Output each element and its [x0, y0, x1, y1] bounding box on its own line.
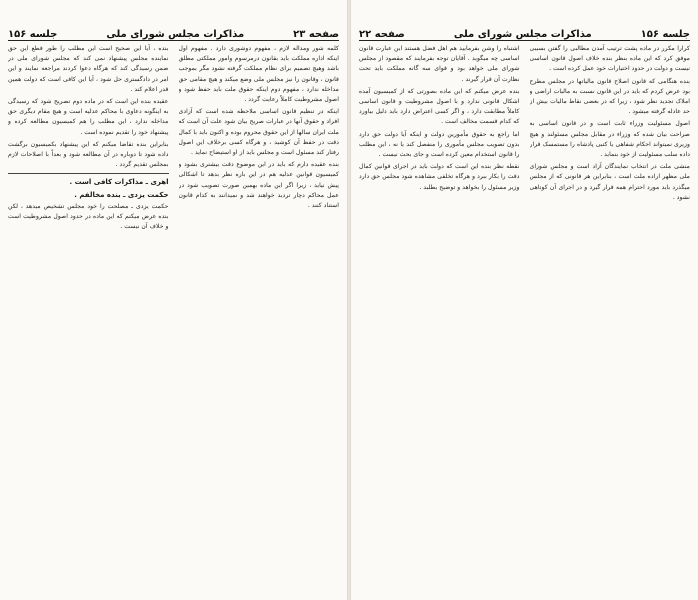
paragraph: اینکه در تنظیم قانون اساسی ملاحظه شده است که آزادی افراد و حقوق آنها در عبارات صریح بیان شود علت آن است که ملت ایران سالها از این حقوق محروم بوده و اکنون باید با کمال دقت در حفظ آن کوشید ، و هرگاه کسی برخلاف این اصول رفتار کند مسئول است و مجلس باید از او استیضاح نماید . [178, 108, 339, 157]
speaker-line: اهری ـ مذاکرات کافی است . [69, 178, 169, 187]
speaker-line: حکمت یزدی ـ بنده مخالفم . [74, 190, 169, 199]
paragraph: بنده عرض میکنم که این ماده بصورتی که از کمیسیون آمده اشکال قانونی ندارد و با اصول مشروطیت و قانون اساسی کاملاً مطابقت دارد ، و اگر کسی اعتراض دارد باید دلیل بیاورد که کدام قسمت مخالف است . [359, 87, 520, 126]
paragraph: منشی ملت در انتخاب نمایندگان آزاد است و مجلس شورای ملی مظهر اراده ملت است ، بنابراین هر قانونی که از مجلس میگذرد باید مورد احترام همه قرار گیرد و در اجرای آن کوتاهی نشود . [529, 163, 690, 201]
divider [8, 173, 169, 174]
paragraph: اصول مسئولیت وزراء ثابت است و در قانون اساسی به صراحت بیان شده که وزراء در مقابل مجلس مسئولند و هیچ وزیری نمیتواند احکام شفاهی یا کتبی پادشاه را مستمسک قرار داده سلب مسئولیت از خود بنماید . [529, 120, 690, 159]
paragraph: بنده هنگامی که قانون اصلاح قانون مالیاتها در مجلس مطرح بود عرض کردم که باید در این قانون نسبت به مالیات اراضی و املاک تجدید نظر شود ، زیرا که در بعضی نقاط مالیات بیش از حد عادله گرفته میشود . [529, 77, 690, 116]
journal-title: مذاکرات مجلس شورای ملی [106, 29, 245, 40]
paragraph: کرارا مکرر در ماده پشت ترتیب آمدن مطالبی را گفتن بسیبی موفق کرد که این ماده بنظر بنده خلاف اصول قانون اساسی نیست و دولت در حدود اختیارات خود عمل کرده است . [529, 45, 690, 73]
column-left [359, 44, 520, 590]
page-22 [351, 0, 698, 600]
paragraph: بنابراین بنده تقاضا میکنم که این پیشنهاد بکمیسیون برگشت داده شود تا دوباره در آن مطالعه شود و بعداً با اصلاحات لازم بمجلس تقدیم گردد . [8, 140, 169, 169]
page-number: صفحه ۲۳ [293, 29, 339, 40]
paragraph: اما راجع به حقوق مأمورین دولت و اینکه آیا دولت حق دارد بدون تصویب مجلس مأموری را منفصل کند یا نه ، این مطلب را قانون استخدام معین کرده است و جای بحث نیست . [359, 130, 520, 159]
text-columns-right [359, 44, 690, 590]
text-columns-left [8, 44, 339, 590]
page-23 [0, 0, 347, 600]
paragraph: حکمت یزدی ـ مصلحت را خود مجلس تشخیص میدهد ، لکن بنده عرض میکنم که این ماده در حدود اصول مشروطیت است و خلاف آن نیست . [8, 202, 169, 231]
paragraph: اشتباه را وشن بفرمایید هم اهل فضل هستند این عبارت قانون اساسی چه میگوید . آقایان توجه بفرمایند که مقصود از مجلس شورای ملی خواهد بود و قوای سه گانه مملکت باید تحت نظارت آن قرار گیرند . [359, 45, 520, 83]
journal-title: مذاکرات مجلس شورای ملی [453, 29, 592, 40]
column-right [530, 44, 691, 590]
paragraph: بنده عقیده دارم که باید در این موضوع دقت بیشتری بشود و کمیسیون قوانین عدلیه هم در این باره نظر بدهد تا اشکالی پیش نیاید ، زیرا اگر این ماده بهمین صورت تصویب شود در عمل محاکم دچار تردید خواهند شد و نمیدانند به کدام قانون استناد کنند . [178, 161, 339, 210]
paragraph: بنده ، آیا این صحیح است این مطلب را طور قطع این حق نماینده مجلس پیشنهاد نمی کند که مجلس شورای ملی در ضمن رسیدگی کند که هرگاه دعوا کردند مراجعه نمایند و این امر در دادگستری حل شود ، آیا این کافی است که دولت همین قدر اعلام کند . [8, 45, 169, 93]
page-header-left [8, 22, 339, 41]
paragraph: نقطه نظر بنده این است که دولت باید در اجرای قوانین کمال دقت را بکار ببرد و هرگاه تخلفی مشاهده شود مجلس حق دارد وزیر مسئول را بخواهد و توضیح بطلبد . [359, 163, 520, 191]
page-header-right [359, 22, 690, 41]
paragraph: عقیده بنده این است که در ماده دوم تصریح شود که رسیدگی به اینگونه دعاوی با محاکم عدلیه است و هیچ مقام دیگری حق مداخله ندارد ، این مطلب را هم کمیسیون مطالعه کرده و پیشنهاد خود را تقدیم نموده است . [8, 98, 169, 136]
session-number: جلسه ۱۵۶ [8, 29, 58, 40]
page-number: صفحه ۲۲ [359, 29, 405, 40]
column-left [8, 44, 169, 590]
session-number: جلسه ۱۵۶ [640, 29, 690, 40]
column-right [179, 44, 340, 590]
paragraph: کلمه شور ومداله لازم ، مفهوم دوشوری دارد . مفهوم اول اینکه اداره مملکت باید بقانون درمرسوم وامور مملکتی مطلق باشد وهیچ تصمیم برای نظام مملکت گرفته نشود مگر بموجب قانون ، وقانون را نیز مجلس ملی وضع میکند و هیچ مقامی حق مداخله ندارد ، مفهوم دوم اینکه حقوق ملت باید حفظ شود و اصول مشروطیت کاملاً رعایت گردد . [178, 45, 339, 104]
